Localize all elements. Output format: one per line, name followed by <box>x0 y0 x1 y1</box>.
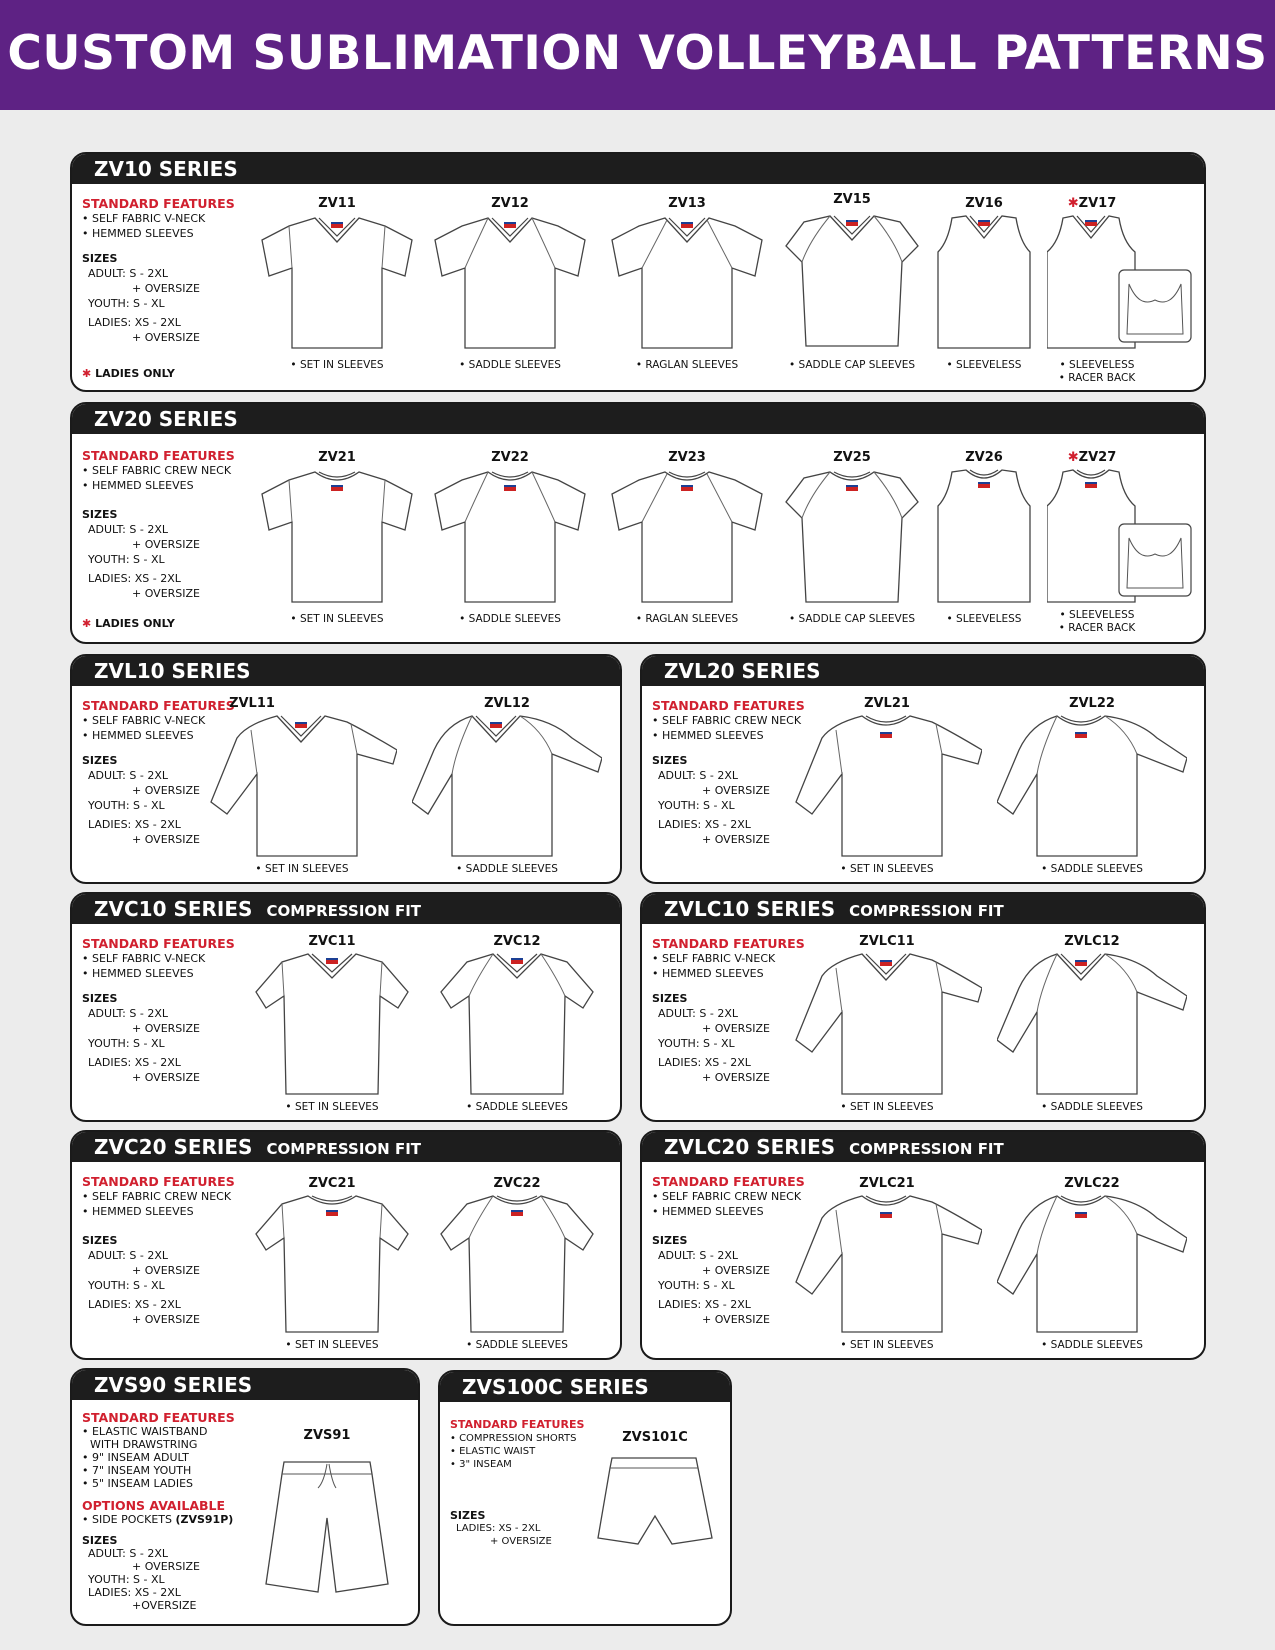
garment-zv22 <box>430 450 590 640</box>
size-adult-oversize: + OVERSIZE <box>702 784 771 797</box>
features-block <box>82 1410 235 1612</box>
garment-code: ZVL11 <box>229 696 275 711</box>
size-adult-oversize: + OVERSIZE <box>132 1264 201 1277</box>
garment-code: ZV23 <box>668 450 706 465</box>
panel-header <box>642 1132 1206 1162</box>
features-block <box>82 448 235 601</box>
size-adult: ADULT: S - 2XL <box>88 267 168 280</box>
garment-caption: • SLEEVELESS <box>946 359 1022 371</box>
feature-item: • 5" INSEAM LADIES <box>82 1477 194 1490</box>
garment-code: ZVS91 <box>303 1428 351 1443</box>
garment-code: ZVLC11 <box>859 934 915 949</box>
garment-zvlc12 <box>997 934 1187 1118</box>
size-ladies-oversize: + OVERSIZE <box>490 1536 552 1547</box>
garment-zvlc21 <box>792 1176 982 1356</box>
feature-item: • 9" INSEAM ADULT <box>82 1451 189 1464</box>
feature-item: • SELF FABRIC V-NECK <box>82 212 206 225</box>
garment-zvl12 <box>412 696 602 880</box>
garment-zv26 <box>934 450 1034 640</box>
garment-zv12 <box>430 196 590 386</box>
series-title: ZVS90 SERIES <box>94 1373 253 1397</box>
series-subtitle: COMPRESSION FIT <box>266 902 422 920</box>
set-in-sleeve-vneck-jersey-icon <box>257 212 417 352</box>
panel-header <box>72 154 1206 184</box>
size-adult: ADULT: S - 2XL <box>658 1249 738 1262</box>
feature-item: WITH DRAWSTRING <box>90 1438 198 1451</box>
options-available-label: OPTIONS AVAILABLE <box>82 1498 226 1513</box>
sizes-label: SIZES <box>450 1509 486 1522</box>
compression-long-sleeve-vneck-jersey-icon <box>792 948 982 1098</box>
garment-zvc12 <box>437 934 597 1118</box>
page-title: CUSTOM SUBLIMATION VOLLEYBALL PATTERNS <box>7 26 1268 81</box>
standard-features-label: STANDARD FEATURES <box>82 1174 235 1189</box>
garment-code: ZV15 <box>833 192 871 207</box>
series-subtitle: COMPRESSION FIT <box>849 902 1004 920</box>
garment-code: ZV25 <box>833 450 871 465</box>
garment-code: ZVLC21 <box>859 1176 915 1191</box>
size-ladies: LADIES: XS - 2XL <box>658 1056 751 1069</box>
panel-zvlc20-series <box>640 1130 1206 1360</box>
standard-features-label: STANDARD FEATURES <box>82 1410 235 1425</box>
garment-caption: • SET IN SLEEVES <box>255 863 349 875</box>
garment-caption: • SADDLE SLEEVES <box>466 1339 568 1351</box>
feature-item: • HEMMED SLEEVES <box>652 729 764 742</box>
garment-caption: • SET IN SLEEVES <box>840 863 934 875</box>
size-ladies-oversize: + OVERSIZE <box>132 1313 201 1326</box>
size-ladies-oversize: + OVERSIZE <box>702 1071 771 1084</box>
standard-features-label: STANDARD FEATURES <box>652 1174 805 1189</box>
garment-code: ZV16 <box>965 196 1003 211</box>
feature-item: • SELF FABRIC CREW NECK <box>82 464 232 477</box>
garment-code: ZVC12 <box>493 934 541 949</box>
size-ladies: LADIES: XS - 2XL <box>88 818 181 831</box>
panel-zvs90-series <box>70 1368 420 1626</box>
size-youth: YOUTH: S - XL <box>88 799 165 812</box>
feature-item: • COMPRESSION SHORTS <box>450 1433 577 1444</box>
garment-zv17 <box>1047 196 1197 392</box>
garment-caption: • SADDLE SLEEVES <box>1041 1101 1143 1113</box>
feature-item: • HEMMED SLEEVES <box>82 227 194 240</box>
standard-features-label: STANDARD FEATURES <box>82 698 235 713</box>
raglan-sleeve-vneck-jersey-icon <box>607 212 767 352</box>
feature-item: • HEMMED SLEEVES <box>82 967 194 980</box>
size-ladies: LADIES: XS - 2XL <box>88 1298 181 1311</box>
series-subtitle: COMPRESSION FIT <box>266 1140 422 1158</box>
garment-zv15 <box>782 192 922 386</box>
size-ladies-oversize: + OVERSIZE <box>132 587 201 600</box>
sizes-label: SIZES <box>652 754 688 767</box>
garment-caption: • SET IN SLEEVES <box>285 1339 379 1351</box>
garment-code: ✱ZV17 <box>1067 196 1117 211</box>
feature-item: • SELF FABRIC CREW NECK <box>652 714 802 727</box>
feature-item: • SELF FABRIC CREW NECK <box>82 1190 232 1203</box>
size-youth: YOUTH: S - XL <box>658 799 735 812</box>
garment-code: ZVC11 <box>308 934 356 949</box>
compression-shorts-icon <box>590 1452 720 1552</box>
garment-code: ZVLC22 <box>1064 1176 1120 1191</box>
garment-caption: • SLEEVELESS • RACER BACK <box>1058 609 1136 634</box>
garment-zv13 <box>607 196 767 386</box>
long-sleeve-saddle-vneck-jersey-icon <box>412 710 602 860</box>
sizes-label: SIZES <box>652 1234 688 1247</box>
option-item: • SIDE POCKETS (ZVS91P) <box>82 1513 234 1526</box>
garment-zvs101c <box>590 1430 720 1570</box>
size-adult-oversize: + OVERSIZE <box>132 1560 201 1573</box>
feature-item: • HEMMED SLEEVES <box>82 729 194 742</box>
sizes-label: SIZES <box>82 992 118 1005</box>
size-youth: YOUTH: S - XL <box>88 553 165 566</box>
garment-caption: • SET IN SLEEVES <box>290 359 384 371</box>
size-ladies-oversize: +OVERSIZE <box>132 1599 197 1612</box>
feature-item: • SELF FABRIC V-NECK <box>652 952 776 965</box>
feature-item: • HEMMED SLEEVES <box>652 967 764 980</box>
compression-long-sleeve-crew-neck-jersey-icon <box>792 1190 982 1336</box>
size-adult: ADULT: S - 2XL <box>88 1547 168 1560</box>
garment-zvc21 <box>252 1176 412 1356</box>
standard-features-label: STANDARD FEATURES <box>82 936 235 951</box>
features-block <box>82 196 235 345</box>
saddle-cap-sleeve-vneck-jersey-icon <box>782 210 922 350</box>
size-ladies-oversize: + OVERSIZE <box>132 331 201 344</box>
features-block <box>82 1174 235 1327</box>
panel-header <box>72 1132 622 1162</box>
size-adult-oversize: + OVERSIZE <box>132 538 201 551</box>
long-sleeve-vneck-jersey-icon <box>207 710 397 860</box>
panel-zvs100c-series <box>438 1370 732 1626</box>
panel-header <box>72 894 622 924</box>
garment-zvc11 <box>252 934 412 1118</box>
garment-code: ✱ZV27 <box>1067 450 1117 465</box>
size-ladies: LADIES: XS - 2XL <box>88 316 181 329</box>
garment-caption: • SLEEVELESS • RACER BACK <box>1058 359 1136 384</box>
size-ladies-oversize: + OVERSIZE <box>132 1071 201 1084</box>
size-ladies-oversize: + OVERSIZE <box>132 833 201 846</box>
panel-zvlc10-series <box>640 892 1206 1122</box>
sleeveless-crew-neck-jersey-icon <box>934 466 1034 606</box>
size-ladies: LADIES: XS - 2XL <box>88 1056 181 1069</box>
sizes-label: SIZES <box>82 1534 118 1547</box>
features-block <box>82 936 235 1085</box>
size-ladies: LADIES: XS - 2XL <box>658 1298 751 1311</box>
feature-item: • SELF FABRIC V-NECK <box>82 714 206 727</box>
saddle-sleeve-crew-neck-jersey-icon <box>430 466 590 606</box>
panel-header <box>642 894 1206 924</box>
long-sleeve-crew-neck-jersey-icon <box>792 710 982 860</box>
garment-zvl11 <box>207 696 397 880</box>
set-in-sleeve-crew-neck-jersey-icon <box>257 466 417 606</box>
panel-header <box>72 656 622 686</box>
size-youth: YOUTH: S - XL <box>88 297 165 310</box>
feature-item: • SELF FABRIC V-NECK <box>82 952 206 965</box>
racer-back-sleeveless-jersey-icon <box>1047 212 1197 352</box>
panel-header <box>642 656 1206 686</box>
garment-code: ZVL12 <box>484 696 530 711</box>
garment-zvl22 <box>997 696 1187 880</box>
garment-caption: • RAGLAN SLEEVES <box>635 613 739 625</box>
page-banner <box>0 0 1275 110</box>
series-title: ZVS100C SERIES <box>462 1375 649 1399</box>
size-ladies: LADIES: XS - 2XL <box>658 818 751 831</box>
raglan-sleeve-crew-neck-jersey-icon <box>607 466 767 606</box>
garment-caption: • SADDLE SLEEVES <box>459 359 561 371</box>
series-title: ZVLC10 SERIES <box>664 897 836 921</box>
garment-zvlc11 <box>792 934 982 1118</box>
panel-header <box>72 404 1206 434</box>
garment-zvs91 <box>262 1428 392 1608</box>
feature-item: • ELASTIC WAIST <box>450 1446 536 1457</box>
garment-caption: • RAGLAN SLEEVES <box>635 359 739 371</box>
saddle-cap-sleeve-crew-neck-jersey-icon <box>782 466 922 606</box>
compression-long-sleeve-saddle-vneck-jersey-icon <box>997 948 1187 1098</box>
garment-code: ZV11 <box>318 196 356 211</box>
series-subtitle: COMPRESSION FIT <box>849 1140 1004 1158</box>
standard-features-label: STANDARD FEATURES <box>652 698 805 713</box>
sizes-label: SIZES <box>82 754 118 767</box>
sizes-label: SIZES <box>82 508 118 521</box>
size-adult: ADULT: S - 2XL <box>88 1249 168 1262</box>
garment-code: ZVC22 <box>493 1176 541 1191</box>
series-title: ZVL10 SERIES <box>94 659 251 683</box>
garment-caption: • SADDLE SLEEVES <box>1041 1339 1143 1351</box>
features-block <box>652 698 805 847</box>
size-ladies: LADIES: XS - 2XL <box>88 572 181 585</box>
feature-item: • SELF FABRIC CREW NECK <box>652 1190 802 1203</box>
size-adult-oversize: + OVERSIZE <box>132 282 201 295</box>
garment-code: ZVLC12 <box>1064 934 1120 949</box>
ladies-only-note: ✱ LADIES ONLY <box>82 367 175 380</box>
size-ladies: LADIES: XS - 2XL <box>456 1523 541 1534</box>
garment-code: ZVL21 <box>864 696 910 711</box>
garment-caption: • SLEEVELESS <box>946 613 1022 625</box>
series-title: ZV10 SERIES <box>94 157 238 181</box>
garment-zv11 <box>257 196 417 386</box>
drawstring-shorts-icon <box>262 1452 392 1602</box>
panel-zvl10-series <box>70 654 622 884</box>
standard-features-label: STANDARD FEATURES <box>82 448 235 463</box>
garment-caption: • SADDLE SLEEVES <box>459 613 561 625</box>
garment-caption: • SADDLE SLEEVES <box>466 1101 568 1113</box>
size-adult-oversize: + OVERSIZE <box>132 1022 201 1035</box>
size-youth: YOUTH: S - XL <box>88 1037 165 1050</box>
standard-features-label: STANDARD FEATURES <box>450 1418 585 1431</box>
garment-zv21 <box>257 450 417 640</box>
panel-zvc20-series <box>70 1130 622 1360</box>
garment-caption: • SADDLE SLEEVES <box>456 863 558 875</box>
garment-zv16 <box>934 196 1034 386</box>
sizes-label: SIZES <box>82 252 118 265</box>
panel-zv20-series <box>70 402 1206 644</box>
size-youth: YOUTH: S - XL <box>88 1279 165 1292</box>
features-block <box>450 1418 584 1548</box>
series-title: ZVC20 SERIES <box>94 1135 253 1159</box>
panel-zvc10-series <box>70 892 622 1122</box>
garment-caption: • SADDLE CAP SLEEVES <box>788 359 915 371</box>
garment-zvl21 <box>792 696 982 880</box>
garment-zv23 <box>607 450 767 640</box>
feature-item: • HEMMED SLEEVES <box>82 1205 194 1218</box>
garment-code: ZV13 <box>668 196 706 211</box>
compression-set-in-vneck-jersey-icon <box>252 948 412 1098</box>
size-youth: YOUTH: S - XL <box>658 1279 735 1292</box>
garment-caption: • SET IN SLEEVES <box>840 1101 934 1113</box>
panel-header <box>440 1372 732 1402</box>
series-title: ZV20 SERIES <box>94 407 238 431</box>
feature-item: • 3" INSEAM <box>450 1459 512 1470</box>
sizes-label: SIZES <box>652 992 688 1005</box>
garment-code: ZV21 <box>318 450 356 465</box>
panel-header <box>72 1370 420 1400</box>
standard-features-label: STANDARD FEATURES <box>652 936 805 951</box>
features-block <box>652 1174 805 1327</box>
features-block <box>652 936 805 1085</box>
size-youth: YOUTH: S - XL <box>658 1037 735 1050</box>
series-title: ZVLC20 SERIES <box>664 1135 836 1159</box>
size-ladies-oversize: + OVERSIZE <box>702 833 771 846</box>
size-adult: ADULT: S - 2XL <box>658 769 738 782</box>
size-ladies-oversize: + OVERSIZE <box>702 1313 771 1326</box>
size-adult-oversize: + OVERSIZE <box>702 1022 771 1035</box>
feature-item: • HEMMED SLEEVES <box>652 1205 764 1218</box>
long-sleeve-saddle-crew-neck-jersey-icon <box>997 710 1187 860</box>
standard-features-label: STANDARD FEATURES <box>82 196 235 211</box>
garment-code: ZV12 <box>491 196 529 211</box>
compression-long-sleeve-saddle-crew-neck-jersey-icon <box>997 1190 1187 1336</box>
panel-zvl20-series <box>640 654 1206 884</box>
garment-zv27 <box>1047 450 1197 642</box>
feature-item: • ELASTIC WAISTBAND <box>82 1425 208 1438</box>
size-adult: ADULT: S - 2XL <box>88 1007 168 1020</box>
feature-item: • 7" INSEAM YOUTH <box>82 1464 192 1477</box>
sizes-label: SIZES <box>82 1234 118 1247</box>
garment-caption: • SET IN SLEEVES <box>840 1339 934 1351</box>
garment-zvlc22 <box>997 1176 1187 1356</box>
garment-zvc22 <box>437 1176 597 1356</box>
garment-zv25 <box>782 450 922 640</box>
racer-back-sleeveless-jersey-icon <box>1047 466 1197 606</box>
size-ladies: LADIES: XS - 2XL <box>88 1586 181 1599</box>
garment-code: ZVL22 <box>1069 696 1115 711</box>
saddle-sleeve-vneck-jersey-icon <box>430 212 590 352</box>
garment-code: ZVC21 <box>308 1176 356 1191</box>
size-adult-oversize: + OVERSIZE <box>132 784 201 797</box>
garment-code: ZV22 <box>491 450 529 465</box>
sleeveless-vneck-jersey-icon <box>934 212 1034 352</box>
garment-caption: • SADDLE CAP SLEEVES <box>788 613 915 625</box>
garment-caption: • SADDLE SLEEVES <box>1041 863 1143 875</box>
panel-zv10-series <box>70 152 1206 392</box>
compression-set-in-crew-neck-jersey-icon <box>252 1190 412 1336</box>
garment-code: ZVS101C <box>622 1430 688 1445</box>
size-adult: ADULT: S - 2XL <box>658 1007 738 1020</box>
garment-code: ZV26 <box>965 450 1003 465</box>
garment-caption: • SET IN SLEEVES <box>285 1101 379 1113</box>
feature-item: • HEMMED SLEEVES <box>82 479 194 492</box>
series-title: ZVL20 SERIES <box>664 659 821 683</box>
compression-saddle-crew-neck-jersey-icon <box>437 1190 597 1336</box>
garment-caption: • SET IN SLEEVES <box>290 613 384 625</box>
size-adult: ADULT: S - 2XL <box>88 769 168 782</box>
series-title: ZVC10 SERIES <box>94 897 253 921</box>
ladies-only-note: ✱ LADIES ONLY <box>82 617 175 630</box>
size-youth: YOUTH: S - XL <box>88 1573 165 1586</box>
compression-saddle-vneck-jersey-icon <box>437 948 597 1098</box>
size-adult-oversize: + OVERSIZE <box>702 1264 771 1277</box>
size-adult: ADULT: S - 2XL <box>88 523 168 536</box>
